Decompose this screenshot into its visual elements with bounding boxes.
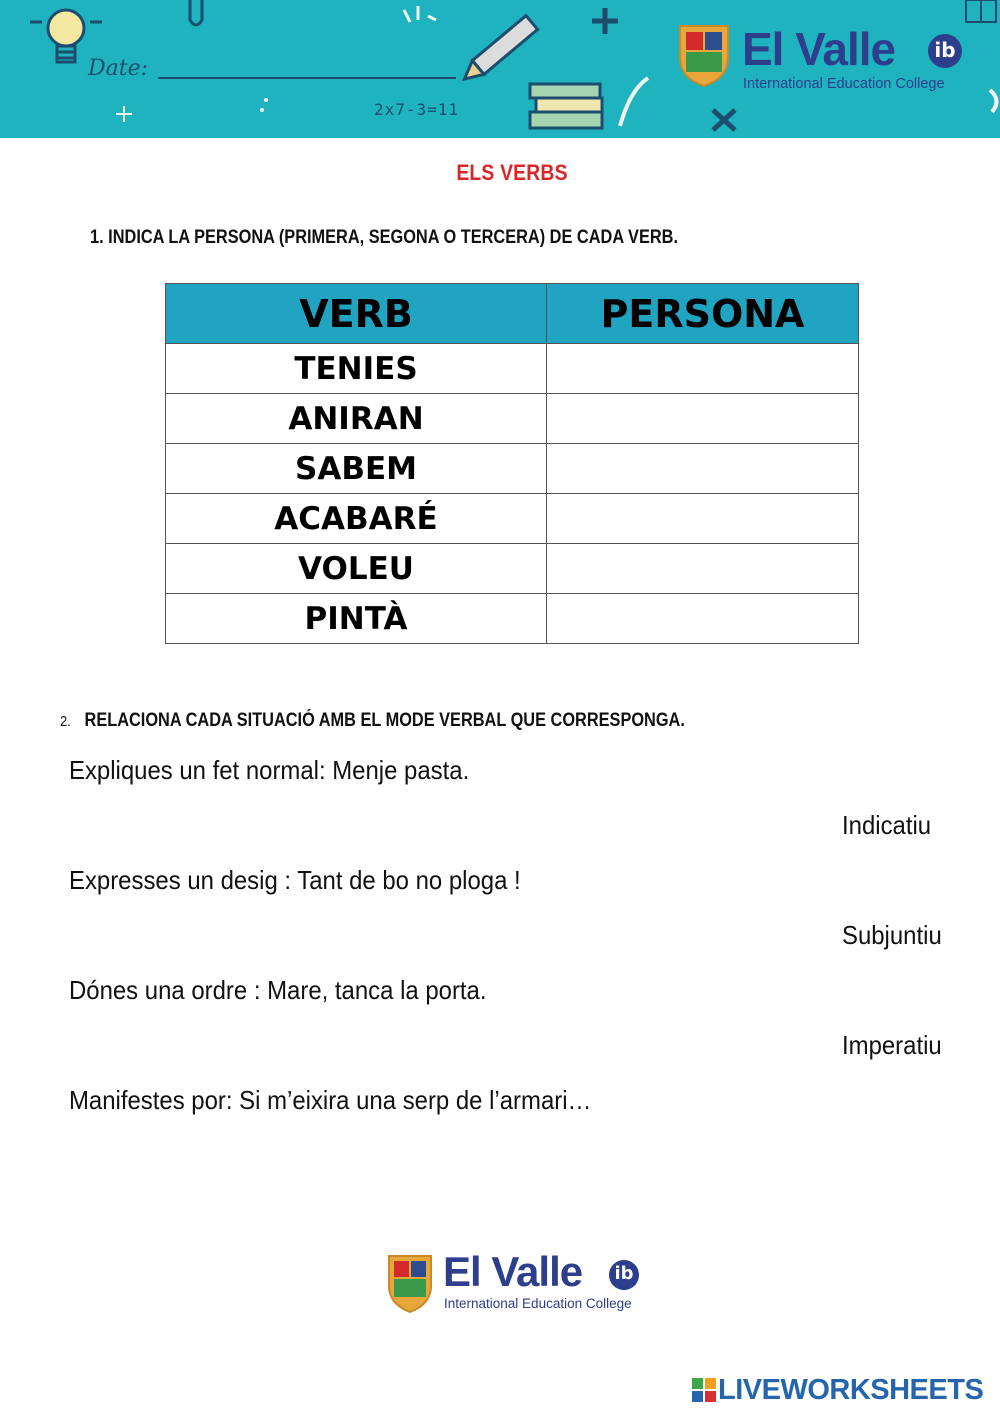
- persona-answer-cell[interactable]: [547, 594, 859, 644]
- persona-answer-cell[interactable]: [547, 344, 859, 394]
- persona-answer-cell[interactable]: [547, 394, 859, 444]
- plus-icon: [592, 8, 618, 34]
- question-2-number: 2.: [60, 713, 71, 730]
- brand-subtitle: International Education College: [743, 76, 945, 92]
- mode-option-indicatiu[interactable]: Indicatiu: [842, 810, 932, 840]
- persona-answer-cell[interactable]: [547, 444, 859, 494]
- table-row: [166, 594, 859, 644]
- table-row: [166, 394, 859, 444]
- shield-icon: [385, 1252, 435, 1314]
- verb-cell: SABEM: [166, 444, 547, 494]
- pencil-icon: [459, 16, 538, 86]
- date-underline: [158, 77, 456, 79]
- liveworksheets-wordmark: LIVEWORKSHEETS: [718, 1374, 984, 1406]
- close-mark-icon: [713, 110, 735, 130]
- verb-cell: TENIES: [166, 344, 547, 394]
- brand-name: El Valle: [742, 23, 896, 75]
- date-label: Date:: [88, 56, 149, 81]
- header-banner: [0, 0, 1000, 138]
- quill-icon: [620, 78, 648, 126]
- mode-option-subjuntiu[interactable]: Subjuntiu: [842, 920, 942, 950]
- brand-name: El Valle: [443, 1248, 583, 1295]
- table-row: [166, 544, 859, 594]
- situation-item[interactable]: Expresses un desig : Tant de bo no ploga !: [69, 865, 521, 895]
- verb-table: [165, 283, 859, 644]
- question-1-number: 1.: [90, 227, 104, 248]
- question-2-text: RELACIONA CADA SITUACIÓ AMB EL MODE VERBAL QUE CORRESPONGA.: [84, 710, 685, 731]
- brand-subtitle: International Education College: [444, 1296, 632, 1311]
- verb-cell: ACABARÉ: [166, 494, 547, 544]
- shield-icon: [676, 22, 732, 88]
- persona-answer-cell[interactable]: [547, 494, 859, 544]
- question-1-text: INDICA LA PERSONA (PRIMERA, SEGONA O TERCERA) DE CADA VERB.: [108, 227, 678, 248]
- verb-cell: ANIRAN: [166, 394, 547, 444]
- table-row: [166, 494, 859, 544]
- situation-item[interactable]: Dónes una ordre : Mare, tanca la porta.: [69, 975, 487, 1005]
- books-icon: [530, 84, 602, 128]
- ib-icon: ib: [609, 1260, 639, 1290]
- header-verb: VERB: [166, 284, 547, 344]
- page-title: ELS VERBS: [456, 160, 568, 185]
- verb-cell: VOLEU: [166, 544, 547, 594]
- ib-icon: ib: [928, 34, 962, 68]
- question-2: [60, 710, 685, 732]
- header-persona: PERSONA: [547, 284, 859, 344]
- situation-item[interactable]: Expliques un fet normal: Menje pasta.: [69, 755, 470, 785]
- persona-answer-cell[interactable]: [547, 544, 859, 594]
- situation-item[interactable]: Manifestes por: Si m’eixira una serp de l’armari…: [69, 1085, 592, 1115]
- mode-option-imperatiu[interactable]: Imperatiu: [842, 1030, 942, 1060]
- school-logo: [676, 22, 976, 102]
- paperclip-icon: [190, 0, 202, 25]
- table-row: [166, 344, 859, 394]
- table-header-row: [166, 284, 859, 344]
- table-row: [166, 444, 859, 494]
- verb-cell: PINTÀ: [166, 594, 547, 644]
- footer-logo: [385, 1248, 665, 1318]
- question-1: [90, 227, 678, 249]
- lightbulb-icon: [48, 10, 84, 62]
- equation-doodle: 2x7-3=11: [374, 100, 460, 119]
- liveworksheets-icon: [692, 1378, 716, 1402]
